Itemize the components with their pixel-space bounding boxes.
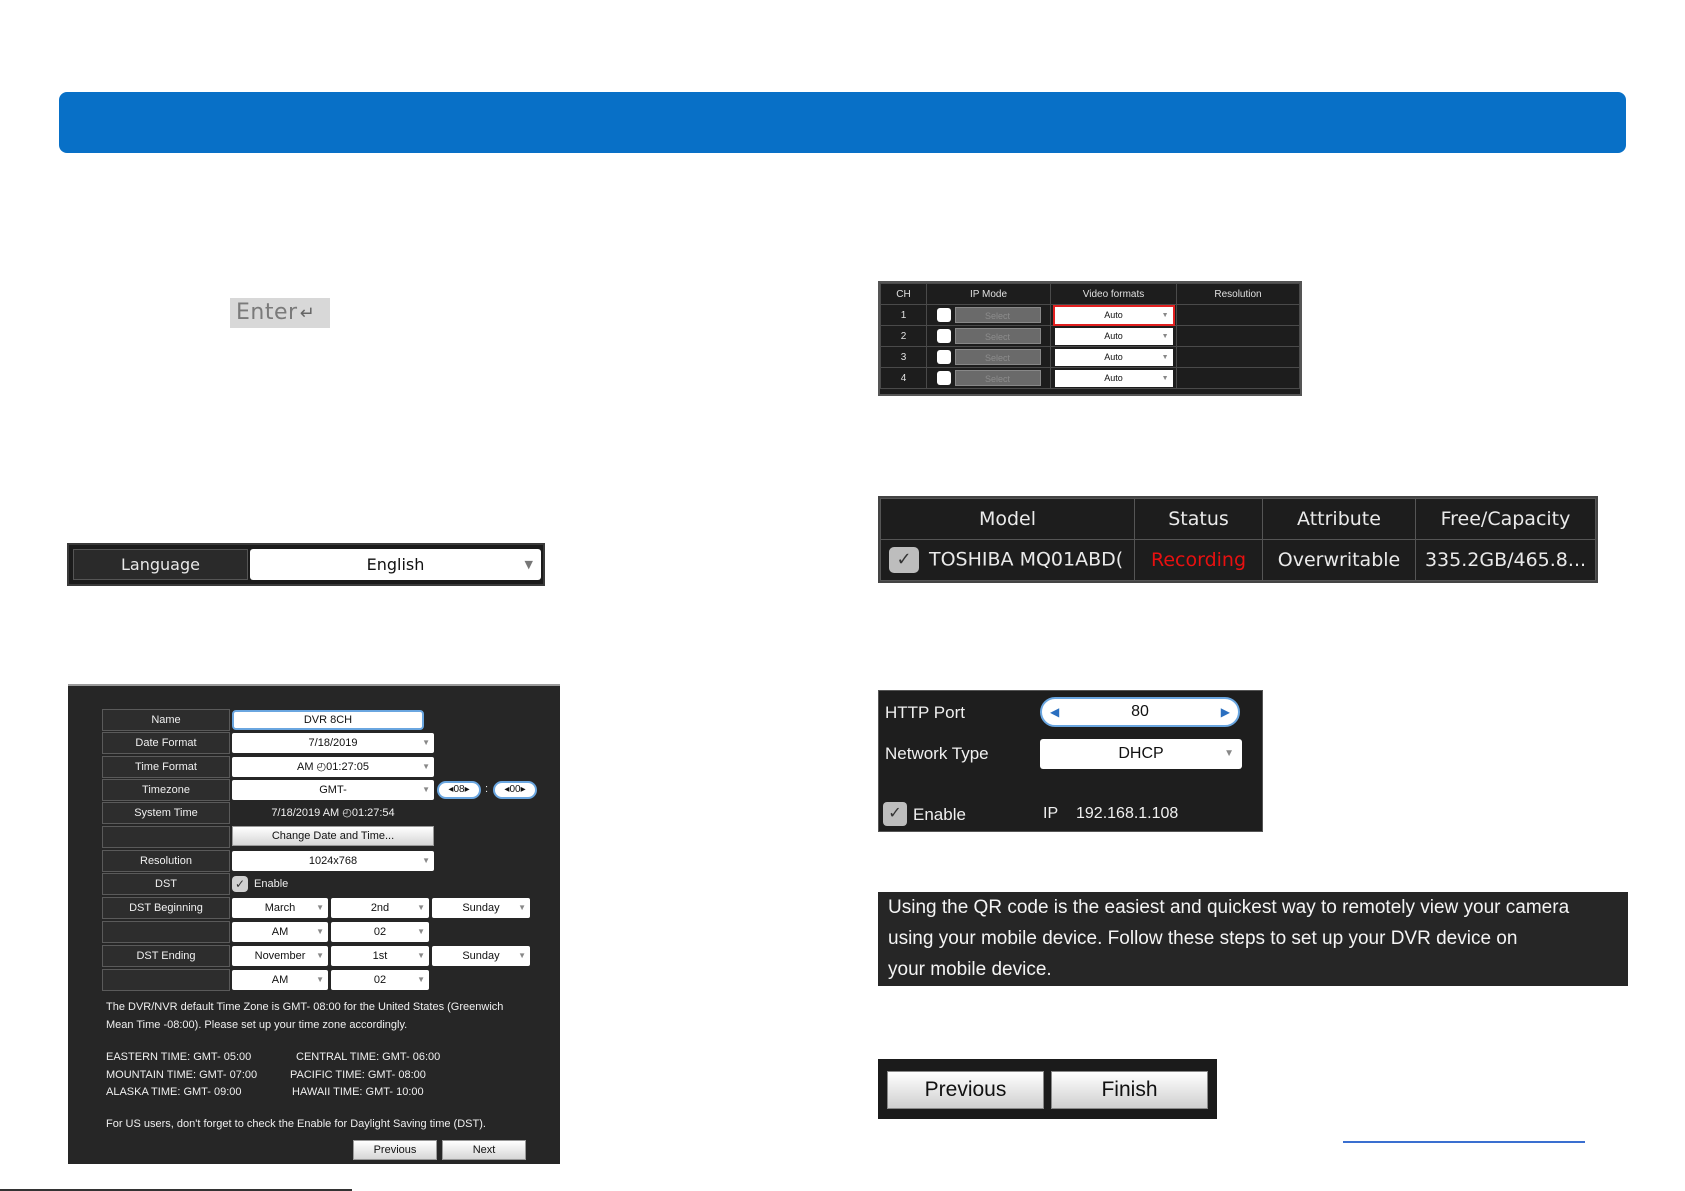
channel-number: 1 (881, 305, 927, 326)
chevron-down-icon: ▼ (422, 856, 430, 865)
chevron-down-icon: ▼ (422, 762, 430, 771)
channel-number: 3 (881, 347, 927, 368)
arrow-right-icon[interactable]: ▶ (1220, 705, 1230, 719)
arrow-left-icon[interactable]: ◀ (1050, 705, 1060, 719)
empty-row (102, 921, 230, 943)
http-port-value: 80 (1131, 703, 1149, 720)
dst-begin-month-value: March (264, 902, 296, 914)
dst-begin-week-select[interactable] (331, 898, 429, 918)
column-header: Video formats (1051, 284, 1177, 305)
dst-end-ampm-value: AM (271, 974, 289, 986)
chevron-down-icon: ▼ (1161, 332, 1169, 340)
system-time-label: System Time (102, 802, 230, 824)
us-users-note: For US users, don't forget to check the Enable for Daylight Saving time (DST). (106, 1118, 486, 1130)
ip-select-button[interactable]: Select (955, 307, 1041, 323)
channel-number: 4 (881, 368, 927, 389)
dst-end-week-select[interactable] (331, 946, 429, 966)
resolution-cell (1177, 368, 1300, 389)
dst-begin-hour-select[interactable] (331, 922, 429, 942)
wizard-button-panel (878, 1059, 1217, 1119)
network-enable-checkbox[interactable] (883, 802, 907, 826)
dst-ending-label: DST Ending (102, 945, 230, 967)
resolution-select[interactable] (232, 851, 434, 871)
chevron-down-icon: ▼ (316, 975, 324, 984)
table-row (881, 347, 1300, 368)
table-row (881, 305, 1300, 326)
header-banner (59, 92, 1626, 153)
qr-text-line2: using your mobile device. Follow these steps to set up your DVR device on (888, 928, 1518, 949)
qr-text-line3: your mobile device. (888, 959, 1052, 980)
timezone-hours-stepper[interactable]: ◂08▸ (437, 781, 481, 799)
enter-key-icon (230, 298, 330, 328)
timezone-select[interactable] (232, 780, 434, 800)
dst-end-hour-select[interactable] (331, 970, 429, 990)
chevron-down-icon: ▼ (417, 951, 425, 960)
dst-end-month-select[interactable] (232, 946, 328, 966)
hdd-checkbox[interactable]: ✓ (889, 547, 919, 573)
column-header: Free/Capacity (1416, 499, 1596, 540)
alaska-time-note: ALASKA TIME: GMT- 09:00 (106, 1086, 242, 1098)
wizard-previous-button[interactable]: Previous (887, 1071, 1044, 1109)
chevron-down-icon: ▼ (1161, 353, 1169, 361)
tz-minutes-value: 00 (509, 784, 521, 795)
hawaii-time-note: HAWAII TIME: GMT- 10:00 (292, 1086, 424, 1098)
video-format-select[interactable] (1055, 349, 1173, 366)
resolution-cell (1177, 347, 1300, 368)
change-date-time-button[interactable]: Change Date and Time... (232, 826, 434, 846)
name-label: Name (102, 709, 230, 731)
chevron-down-icon: ▼ (316, 951, 324, 960)
table-row (881, 326, 1300, 347)
channel-number: 2 (881, 326, 927, 347)
checkmark-icon: ✓ (234, 877, 246, 891)
column-header: Attribute (1263, 499, 1416, 540)
http-port-stepper[interactable] (1040, 697, 1240, 727)
dst-end-day-value: Sunday (462, 950, 500, 962)
ip-select-button[interactable]: Select (955, 349, 1041, 365)
empty-row (102, 969, 230, 991)
time-format-select[interactable] (232, 757, 434, 777)
column-header: Resolution (1177, 284, 1300, 305)
checkmark-icon: ✓ (888, 805, 902, 822)
resolution-cell (1177, 305, 1300, 326)
dst-begin-month-select[interactable] (232, 898, 328, 918)
hdd-status-table (878, 496, 1598, 583)
chevron-down-icon: ▼ (524, 558, 533, 571)
dst-begin-hour-value: 02 (373, 926, 387, 938)
video-format-value: Auto (1104, 351, 1123, 362)
hdd-capacity-cell: 335.2GB/465.8... (1416, 540, 1596, 581)
ip-mode-checkbox[interactable] (937, 350, 951, 364)
language-select[interactable] (250, 549, 541, 580)
video-format-select[interactable] (1055, 307, 1173, 324)
dst-label: DST (102, 873, 230, 895)
hdd-model-value: TOSHIBA MQ01ABD( (929, 548, 1124, 571)
column-header: IP Mode (927, 284, 1051, 305)
resolution-value: 1024x768 (308, 855, 358, 867)
network-type-label: Network Type (885, 744, 989, 763)
language-label: Language (73, 549, 248, 580)
pacific-time-note: PACIFIC TIME: GMT- 08:00 (290, 1069, 426, 1081)
chevron-down-icon: ▼ (1161, 374, 1169, 382)
channel-video-format-table (878, 281, 1302, 396)
previous-button[interactable]: Previous (353, 1140, 437, 1160)
chevron-down-icon: ▼ (417, 927, 425, 936)
dst-begin-ampm-select[interactable] (232, 922, 328, 942)
network-type-select[interactable] (1040, 739, 1242, 769)
chevron-down-icon: ▼ (1161, 311, 1169, 319)
ip-mode-checkbox[interactable] (937, 329, 951, 343)
qr-text-line1: Using the QR code is the easiest and quickest way to remotely view your camera (888, 897, 1570, 918)
dst-enable-label: Enable (254, 878, 289, 890)
column-header: Model (881, 499, 1135, 540)
system-time-value: 7/18/2019 AM ◴01:27:54 (271, 807, 395, 819)
date-format-label: Date Format (102, 732, 230, 754)
dst-begin-week-value: 2nd (370, 902, 390, 914)
time-format-label: Time Format (102, 756, 230, 778)
resolution-cell (1177, 326, 1300, 347)
mountain-time-note: MOUNTAIN TIME: GMT- 07:00 (106, 1069, 258, 1081)
video-format-value: Auto (1104, 309, 1123, 320)
chevron-down-icon: ▼ (422, 785, 430, 794)
video-format-value: Auto (1104, 330, 1123, 341)
hdd-model-cell (881, 540, 1135, 581)
return-arrow-icon: ↵ (299, 303, 316, 324)
date-format-select[interactable] (232, 733, 434, 753)
chevron-down-icon: ▼ (417, 903, 425, 912)
ip-mode-checkbox[interactable] (937, 308, 951, 322)
chevron-down-icon: ▼ (316, 903, 324, 912)
network-enable-label: Enable (913, 805, 966, 824)
ip-label: IP (1043, 805, 1059, 822)
network-type-value: DHCP (1118, 745, 1164, 762)
column-header: CH (881, 284, 927, 305)
empty-row (102, 826, 230, 848)
link-underline[interactable] (1343, 1141, 1585, 1143)
dst-end-week-value: 1st (372, 950, 388, 962)
chevron-down-icon: ▼ (422, 738, 430, 747)
date-format-value: 7/18/2019 (308, 737, 358, 749)
dst-begin-day-value: Sunday (462, 902, 500, 914)
chevron-down-icon: ▼ (417, 975, 425, 984)
next-button[interactable]: Next (442, 1140, 526, 1160)
dst-end-hour-value: 02 (373, 974, 387, 986)
hdd-status-cell: Recording (1135, 540, 1263, 581)
hdd-attribute-cell: Overwritable (1263, 540, 1416, 581)
device-name-input[interactable]: DVR 8CH (232, 710, 424, 730)
dst-begin-ampm-value: AM (271, 926, 289, 938)
dst-end-day-select[interactable] (432, 946, 530, 966)
chevron-down-icon: ▼ (518, 951, 526, 960)
datetime-settings-panel (68, 684, 560, 1164)
timezone-label: Timezone (102, 779, 230, 801)
dst-enable-checkbox[interactable] (232, 876, 248, 892)
language-panel (67, 543, 545, 586)
enter-key-label: Enter (236, 300, 298, 325)
wizard-finish-button[interactable]: Finish (1051, 1071, 1208, 1109)
network-settings-panel (878, 690, 1263, 832)
dst-begin-day-select[interactable] (432, 898, 530, 918)
chevron-down-icon: ▼ (316, 927, 324, 936)
central-time-note: CENTRAL TIME: GMT- 06:00 (296, 1051, 441, 1063)
table-row (881, 540, 1596, 581)
timezone-note-line1: The DVR/NVR default Time Zone is GMT- 08:00 for the United States (Greenwich (106, 1001, 504, 1013)
eastern-time-note: EASTERN TIME: GMT- 05:00 (106, 1051, 252, 1063)
video-format-select[interactable] (1055, 370, 1173, 387)
dst-end-ampm-select[interactable] (232, 970, 328, 990)
http-port-label: HTTP Port (885, 703, 965, 722)
ip-mode-checkbox[interactable] (937, 371, 951, 385)
video-format-value: Auto (1104, 372, 1123, 383)
chevron-down-icon: ▼ (518, 903, 526, 912)
tz-colon: : (485, 783, 489, 795)
timezone-minutes-stepper[interactable]: ◂00▸ (493, 781, 537, 799)
ip-select-button[interactable]: Select (955, 328, 1041, 344)
ip-select-button[interactable]: Select (955, 370, 1041, 386)
ip-value: 192.168.1.108 (1076, 805, 1179, 822)
dst-beginning-label: DST Beginning (102, 897, 230, 919)
qr-code-info-box (878, 892, 1628, 986)
tz-hours-value: 08 (453, 784, 465, 795)
video-format-select[interactable] (1055, 328, 1173, 345)
column-header: Status (1135, 499, 1263, 540)
language-value: English (366, 555, 425, 574)
resolution-label: Resolution (102, 850, 230, 872)
timezone-value: GMT- (319, 784, 347, 796)
chevron-down-icon: ▼ (1224, 748, 1234, 759)
time-format-value: AM ◴01:27:05 (297, 761, 369, 773)
timezone-note-line2: Mean Time -08:00). Please set up your time zone accordingly. (106, 1019, 408, 1031)
dst-end-month-value: November (254, 950, 306, 962)
table-row (881, 368, 1300, 389)
